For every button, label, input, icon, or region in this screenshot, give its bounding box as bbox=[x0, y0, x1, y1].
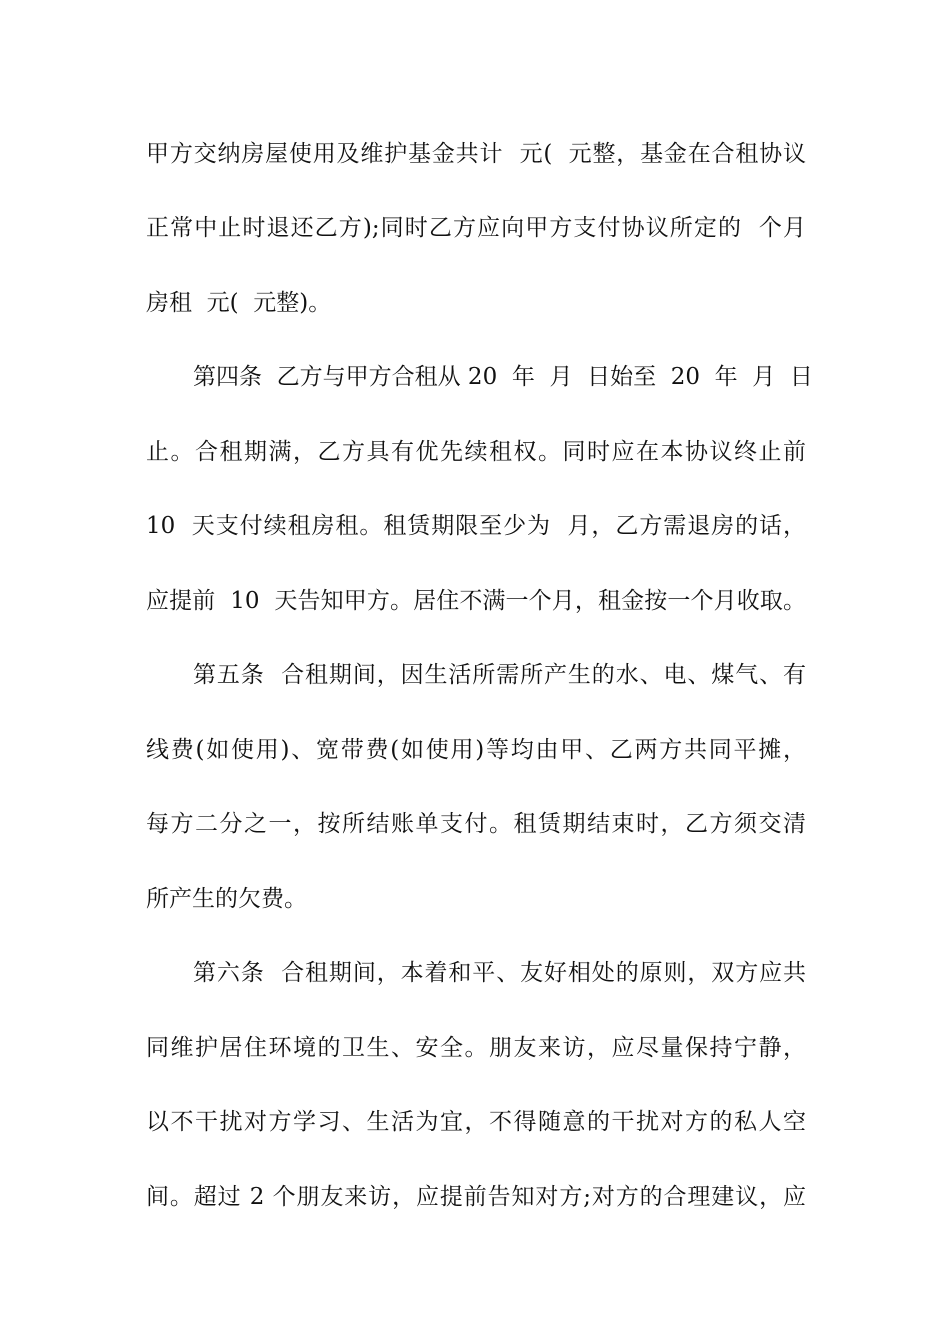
text-line: 同维护居住环境的卫生、安全。朋友来访，应尽量保持宁静， bbox=[146, 1035, 806, 1061]
text-line: 10 天支付续租房租。租赁期限至少为 月，乙方需退房的话， bbox=[146, 513, 806, 539]
text-line: 房租 元( 元整)。 bbox=[146, 290, 332, 316]
text-line: 所产生的欠费。 bbox=[146, 886, 307, 912]
text-line: 第四条 乙方与甲方合租从 20 年 月 日始至 20 年 月 日 bbox=[193, 364, 813, 390]
text-line: 止。合租期满，乙方具有优先续租权。同时应在本协议终止前 bbox=[146, 439, 806, 465]
text-line: 应提前 10 天告知甲方。居住不满一个月，租金按一个月收取。 bbox=[146, 588, 806, 614]
text-line: 第五条 合租期间，因生活所需所产生的水、电、煤气、有 bbox=[193, 662, 806, 688]
text-line: 线费(如使用)、宽带费(如使用)等均由甲、乙两方共同平摊， bbox=[146, 737, 806, 763]
text-line: 甲方交纳房屋使用及维护基金共计 元( 元整，基金在合租协议 bbox=[146, 141, 806, 167]
text-line: 每方二分之一，按所结账单支付。租赁期结束时，乙方须交清 bbox=[146, 811, 806, 837]
text-line: 第六条 合租期间，本着和平、友好相处的原则，双方应共 bbox=[193, 960, 806, 986]
text-line: 正常中止时退还乙方);同时乙方应向甲方支付协议所定的 个月 bbox=[146, 215, 806, 241]
text-line: 间。超过 2 个朋友来访，应提前告知对方;对方的合理建议，应 bbox=[146, 1184, 806, 1210]
text-line: 以不干扰对方学习、生活为宜，不得随意的干扰对方的私人空 bbox=[146, 1109, 806, 1135]
